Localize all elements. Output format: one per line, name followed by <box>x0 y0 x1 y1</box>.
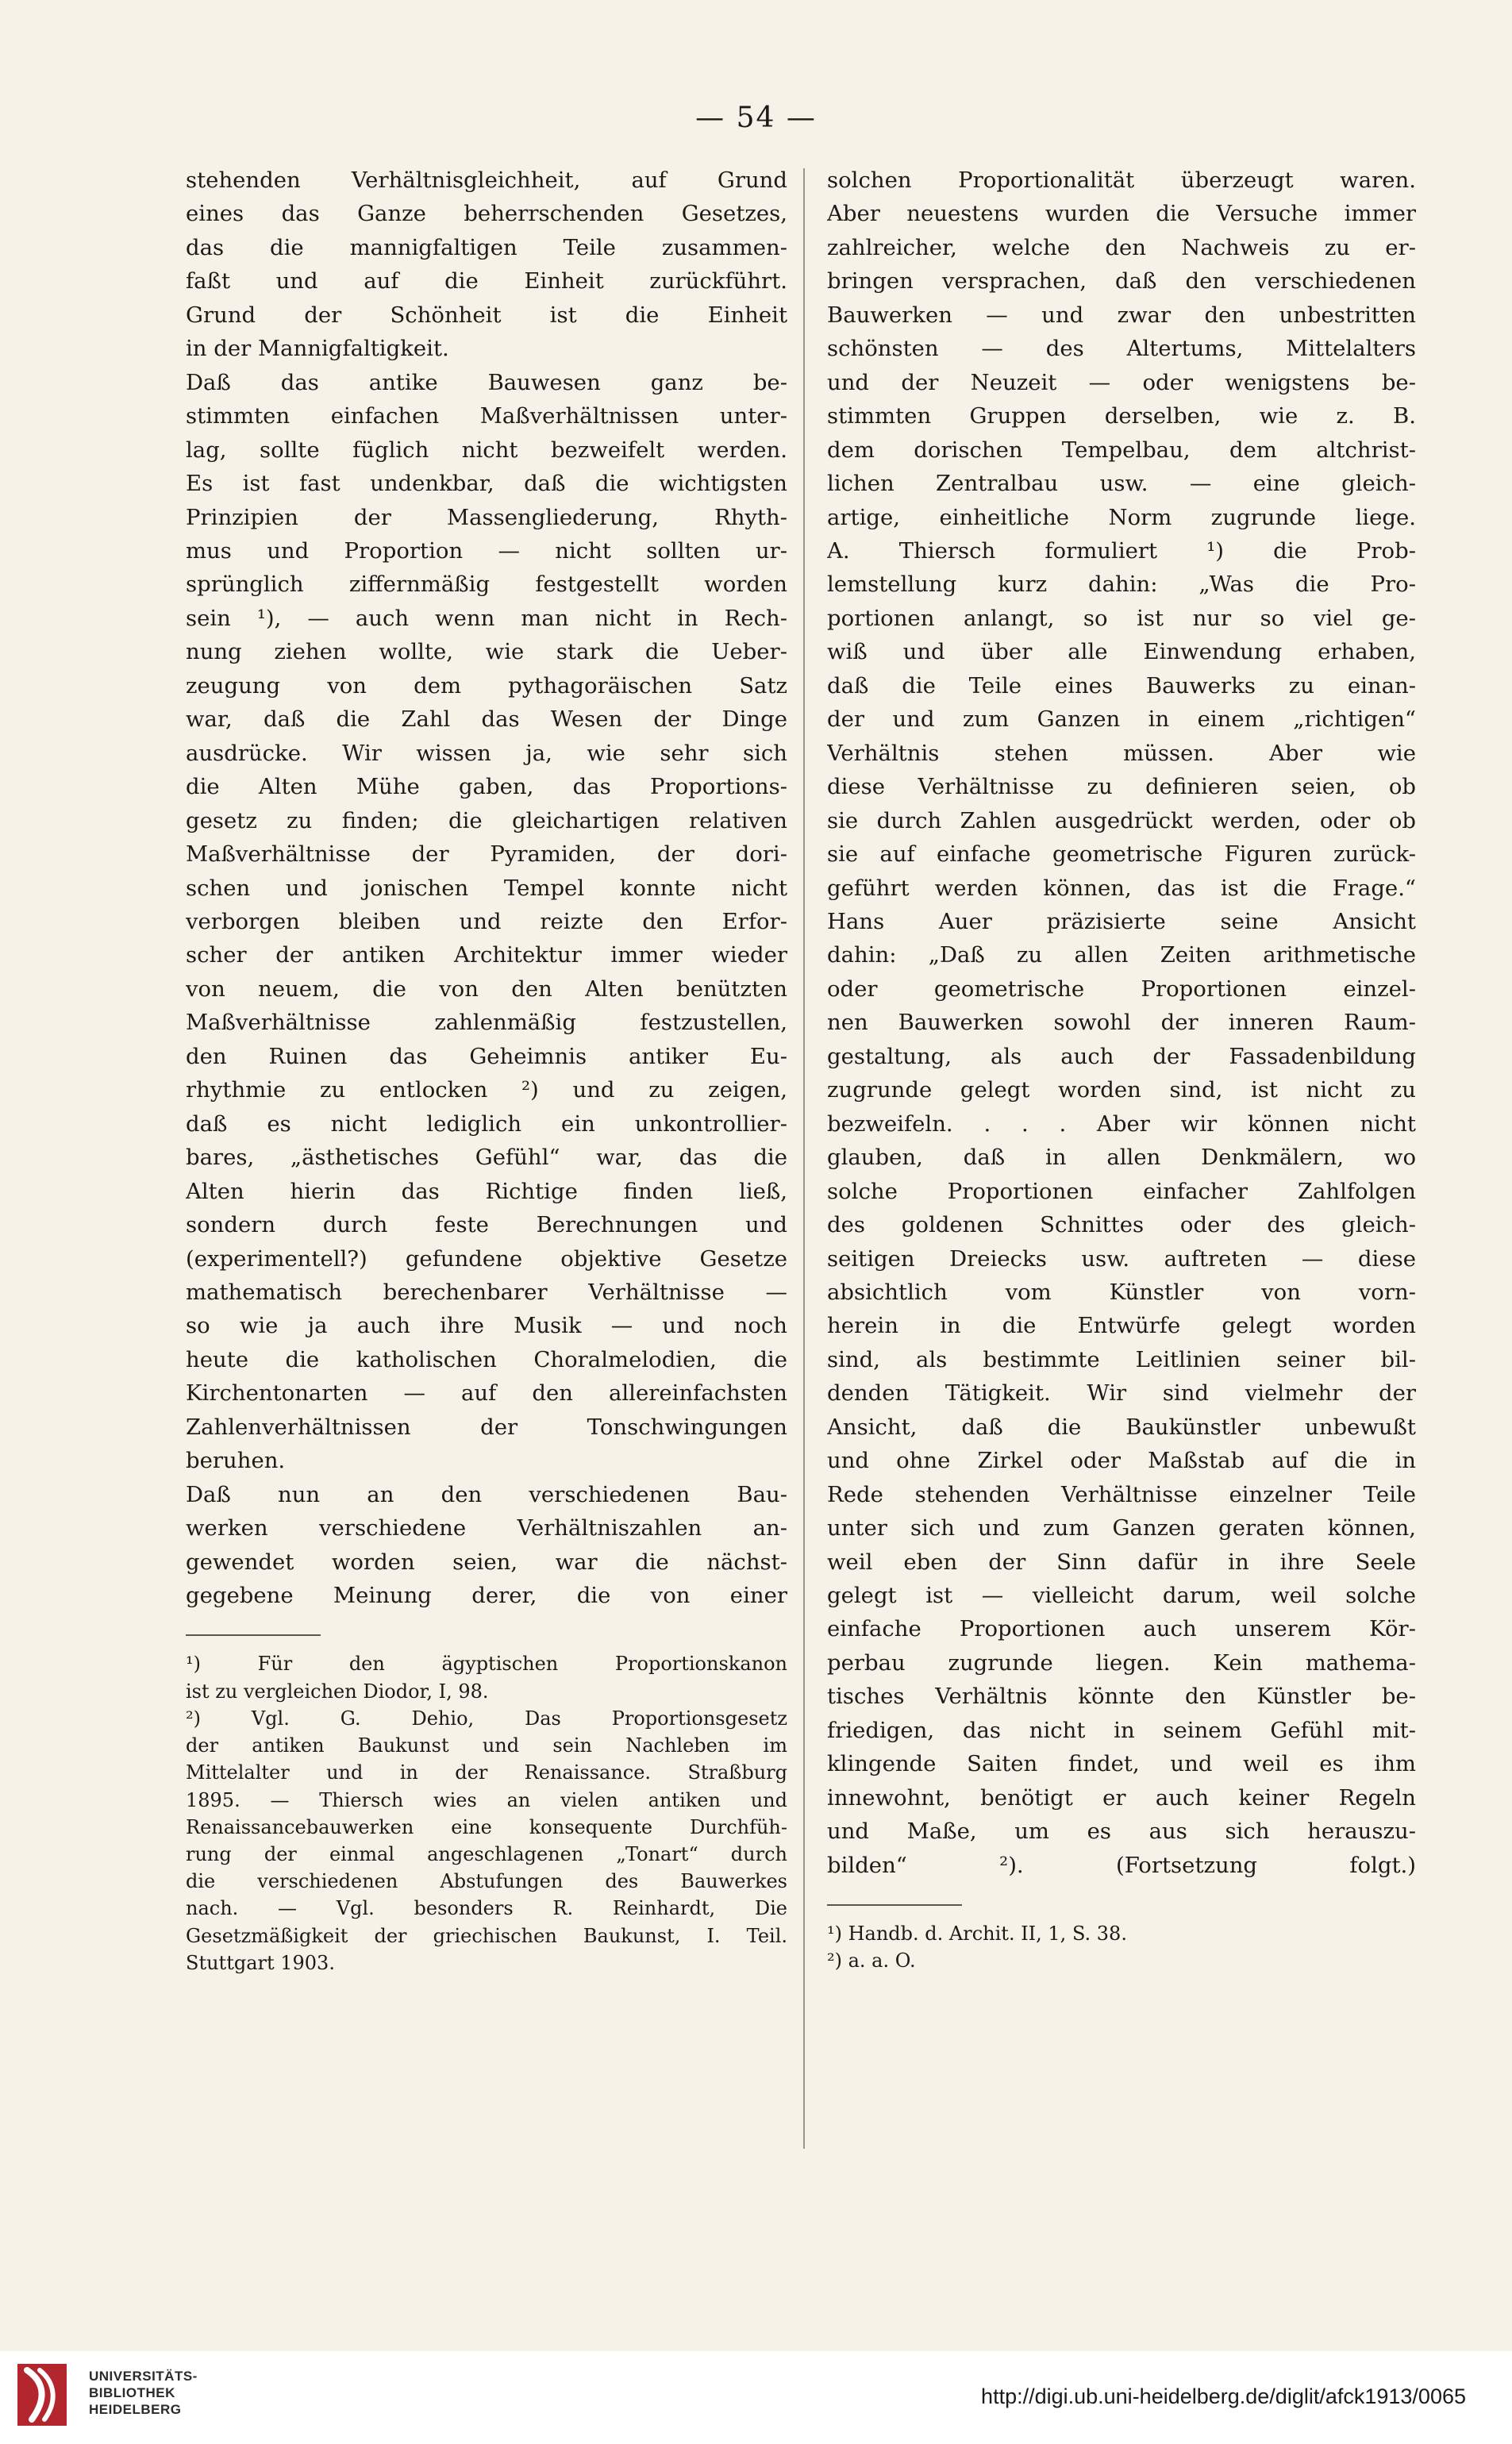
footnote-line: der antiken Baukunst und sein Nachleben im <box>186 1734 787 1757</box>
footnote-line: 1895. — Thiersch wies an vielen antiken und <box>186 1788 787 1811</box>
text-line: sind, als bestimmte Leitlinien seiner bil- <box>827 1346 1416 1372</box>
text-line: Zahlenverhältnissen der Tonschwingungen <box>186 1414 787 1440</box>
text-line: Daß nun an den verschiedenen Bau- <box>186 1481 787 1507</box>
text-line: solchen Proportionalität überzeugt waren. <box>827 167 1416 193</box>
column-divider <box>803 168 805 2149</box>
library-name <box>89 2368 198 2418</box>
text-line: rhythmie zu entlocken ²) und zu zeigen, <box>186 1077 787 1103</box>
page-number: — 54 — <box>695 102 817 134</box>
text-line: das die mannigfaltigen Teile zusammen- <box>186 234 787 260</box>
right-column-body <box>827 164 1416 1882</box>
text-line: Rede stehenden Verhältnisse einzelner Teile <box>827 1481 1416 1507</box>
text-line: daß es nicht lediglich ein unkontrollier- <box>186 1110 787 1137</box>
text-line: sondern durch feste Berechnungen und <box>186 1212 787 1238</box>
text-line: tisches Verhältnis könnte den Künstler be- <box>827 1684 1416 1710</box>
footnote-line: Mittelalter und in der Renaissance. Straßburg <box>186 1761 787 1784</box>
text-line: sie auf einfache geometrische Figuren zurück- <box>827 841 1416 868</box>
text-line: dahin: „Daß zu allen Zeiten arithmetische <box>827 942 1416 968</box>
left-column-body <box>186 164 787 1612</box>
text-line: Alten hierin das Richtige finden ließ, <box>186 1178 787 1204</box>
text-line: der und zum Ganzen in einem „richtigen“ <box>827 706 1416 733</box>
footnote-line: rung der einmal angeschlagenen „Tonart“ durch <box>186 1842 787 1865</box>
text-line: schen und jonischen Tempel konnte nicht <box>186 875 787 901</box>
text-line: wiß und über alle Einwendung erhaben, <box>827 639 1416 665</box>
left-footnotes <box>186 1650 787 1976</box>
text-line: war, daß die Zahl das Wesen der Dinge <box>186 706 787 733</box>
text-line: gewendet worden seien, war die nächst- <box>186 1549 787 1575</box>
text-line: daß die Teile eines Bauwerks zu einan- <box>827 672 1416 699</box>
text-line: stimmten einfachen Maßverhältnissen unter- <box>186 403 787 429</box>
text-line: (experimentell?) gefundene objektive Gesetze <box>186 1245 787 1272</box>
text-line: ausdrücke. Wir wissen ja, wie sehr sich <box>186 740 787 766</box>
text-line: und der Neuzeit — oder wenigstens be- <box>827 369 1416 395</box>
text-line: faßt und auf die Einheit zurückführt. <box>186 268 787 294</box>
library-name-line: HEIDELBERG <box>89 2402 182 2417</box>
text-line: die Alten Mühe gaben, das Proportions- <box>186 774 787 800</box>
text-line: nung ziehen wollte, wie stark die Ueber- <box>186 639 787 665</box>
text-line: scher der antiken Architektur immer wieder <box>186 942 787 968</box>
text-line: gestaltung, als auch der Fassadenbildung <box>827 1043 1416 1069</box>
text-line: perbau zugrunde liegen. Kein mathema- <box>827 1649 1416 1676</box>
text-line: glauben, daß in allen Denkmälern, wo <box>827 1145 1416 1171</box>
library-name-line: BIBLIOTHEK <box>89 2385 175 2400</box>
text-line: innewohnt, benötigt er auch keiner Regeln <box>827 1784 1416 1811</box>
text-line: A. Thiersch formuliert ¹) die Prob- <box>827 537 1416 564</box>
text-line: lag, sollte füglich nicht bezweifelt werden. <box>186 437 787 463</box>
text-line: artige, einheitliche Norm zugrunde liege. <box>827 504 1416 530</box>
text-line: zahlreicher, welche den Nachweis zu er- <box>827 234 1416 260</box>
text-line: von neuem, die von den Alten benützten <box>186 976 787 1002</box>
text-line: gelegt ist — vielleicht darum, weil solche <box>827 1583 1416 1609</box>
footnote-line: ¹) Handb. d. Archit. II, 1, S. 38. <box>827 1922 1127 1946</box>
text-line: den Ruinen das Geheimnis antiker Eu- <box>186 1043 787 1069</box>
footnote-line: Renaissancebauwerken eine konsequente Durchfüh- <box>186 1815 787 1838</box>
text-line: klingende Saiten findet, und weil es ihm <box>827 1751 1416 1777</box>
text-line: Daß das antike Bauwesen ganz be- <box>186 369 787 395</box>
text-line: bilden“ ²). (Fortsetzung folgt.) <box>827 1852 1416 1878</box>
text-line: Maßverhältnisse der Pyramiden, der dori- <box>186 841 787 868</box>
text-line: Verhältnis stehen müssen. Aber wie <box>827 740 1416 766</box>
source-url-link[interactable]: http://digi.ub.uni-heidelberg.de/diglit/afck1913/0065 <box>981 2384 1466 2408</box>
text-line: Prinzipien der Massengliederung, Rhyth- <box>186 504 787 530</box>
text-line: verborgen bleiben und reizte den Erfor- <box>186 908 787 934</box>
text-line: des goldenen Schnittes oder des gleich- <box>827 1212 1416 1238</box>
text-line: solche Proportionen einfacher Zahlfolgen <box>827 1178 1416 1204</box>
text-line: unter sich und zum Ganzen geraten können, <box>827 1515 1416 1541</box>
library-logo-icon <box>17 2364 67 2426</box>
text-line: Es ist fast undenkbar, daß die wichtigsten <box>186 471 787 497</box>
text-line: Hans Auer präzisierte seine Ansicht <box>827 908 1416 934</box>
footnote-line: ²) Vgl. G. Dehio, Das Proportionsgesetz <box>186 1707 787 1730</box>
text-line: beruhen. <box>186 1448 286 1474</box>
text-line: bringen versprachen, daß den verschiedenen <box>827 268 1416 294</box>
text-line: friedigen, das nicht in seinem Gefühl mit- <box>827 1717 1416 1743</box>
text-line: geführt werden können, das ist die Frage.“ <box>827 875 1416 901</box>
text-line: dem dorischen Tempelbau, dem altchrist- <box>827 437 1416 463</box>
footnote-line: nach. — Vgl. besonders R. Reinhardt, Die <box>186 1897 787 1920</box>
text-line: stimmten Gruppen derselben, wie z. B. <box>827 403 1416 429</box>
text-line: nen Bauwerken sowohl der inneren Raum- <box>827 1010 1416 1036</box>
text-line: gesetz zu finden; die gleichartigen relativen <box>186 807 787 833</box>
text-line: mathematisch berechenbarer Verhältnisse — <box>186 1279 787 1305</box>
footnote-line: die verschiedenen Abstufungen des Bauwerkes <box>186 1870 787 1893</box>
text-line: sein ¹), — auch wenn man nicht in Rech- <box>186 605 787 631</box>
footnote-line: ist zu vergleichen Diodor, I, 98. <box>186 1680 489 1703</box>
text-line: in der Mannigfaltigkeit. <box>186 336 449 362</box>
footnote-line: Gesetzmäßigkeit der griechischen Baukunst, I. Teil. <box>186 1924 787 1947</box>
text-line: bezweifeln. . . . Aber wir können nicht <box>827 1110 1416 1137</box>
text-line: diese Verhältnisse zu definieren seien, ob <box>827 774 1416 800</box>
text-line: Kirchentonarten — auf den allereinfachsten <box>186 1380 787 1407</box>
text-line: Aber neuestens wurden die Versuche immer <box>827 201 1416 227</box>
right-column <box>827 164 1416 1975</box>
text-line: lichen Zentralbau usw. — eine gleich- <box>827 471 1416 497</box>
footnote-divider <box>827 1904 962 1906</box>
text-line: Bauwerken — und zwar den unbestritten <box>827 302 1416 328</box>
text-line: sprünglich ziffernmäßig festgestellt worden <box>186 572 787 598</box>
text-line: eines das Ganze beherrschenden Gesetzes, <box>186 201 787 227</box>
text-line: bares, „ästhetisches Gefühl“ war, das die <box>186 1145 787 1171</box>
text-line: sie durch Zahlen ausgedrückt werden, oder ob <box>827 807 1416 833</box>
text-line: und ohne Zirkel oder Maßstab auf die in <box>827 1448 1416 1474</box>
text-line: weil eben der Sinn dafür in ihre Seele <box>827 1549 1416 1575</box>
text-line: mus und Proportion — nicht sollten ur- <box>186 537 787 564</box>
text-line: portionen anlangt, so ist nur so viel ge- <box>827 605 1416 631</box>
text-line: lemstellung kurz dahin: „Was die Pro- <box>827 572 1416 598</box>
right-footnotes <box>827 1920 1416 1974</box>
text-line: seitigen Dreiecks usw. auftreten — diese <box>827 1245 1416 1272</box>
text-line: Maßverhältnisse zahlenmäßig festzustellen, <box>186 1010 787 1036</box>
text-line: so wie ja auch ihre Musik — und noch <box>186 1313 787 1339</box>
footnote-line: ¹) Für den ägyptischen Proportionskanon <box>186 1653 787 1676</box>
text-line: und Maße, um es aus sich herauszu- <box>827 1819 1416 1845</box>
text-line: werken verschiedene Verhältniszahlen an- <box>186 1515 787 1541</box>
text-line: zugrunde gelegt worden sind, ist nicht zu <box>827 1077 1416 1103</box>
text-line: einfache Proportionen auch unserem Kör- <box>827 1616 1416 1642</box>
text-line: denden Tätigkeit. Wir sind vielmehr der <box>827 1380 1416 1407</box>
text-line: zeugung von dem pythagoräischen Satz <box>186 672 787 699</box>
text-line: Grund der Schönheit ist die Einheit <box>186 302 787 328</box>
text-line: oder geometrische Proportionen einzel- <box>827 976 1416 1002</box>
text-line: gegebene Meinung derer, die von einer <box>186 1583 787 1609</box>
text-line: absichtlich vom Künstler von vorn- <box>827 1279 1416 1305</box>
footnote-divider <box>186 1634 321 1636</box>
text-line: heute die katholischen Choralmelodien, die <box>186 1346 787 1372</box>
footnote-line: ²) a. a. O. <box>827 1949 916 1973</box>
library-name-line: UNIVERSITÄTS- <box>89 2369 198 2384</box>
left-column <box>186 164 787 1976</box>
footnote-line: Stuttgart 1903. <box>186 1951 335 1974</box>
text-line: herein in die Entwürfe gelegt worden <box>827 1313 1416 1339</box>
text-line: stehenden Verhältnisgleichheit, auf Grund <box>186 167 787 193</box>
text-line: schönsten — des Altertums, Mittelalters <box>827 336 1416 362</box>
text-line: Ansicht, daß die Baukünstler unbewußt <box>827 1414 1416 1440</box>
